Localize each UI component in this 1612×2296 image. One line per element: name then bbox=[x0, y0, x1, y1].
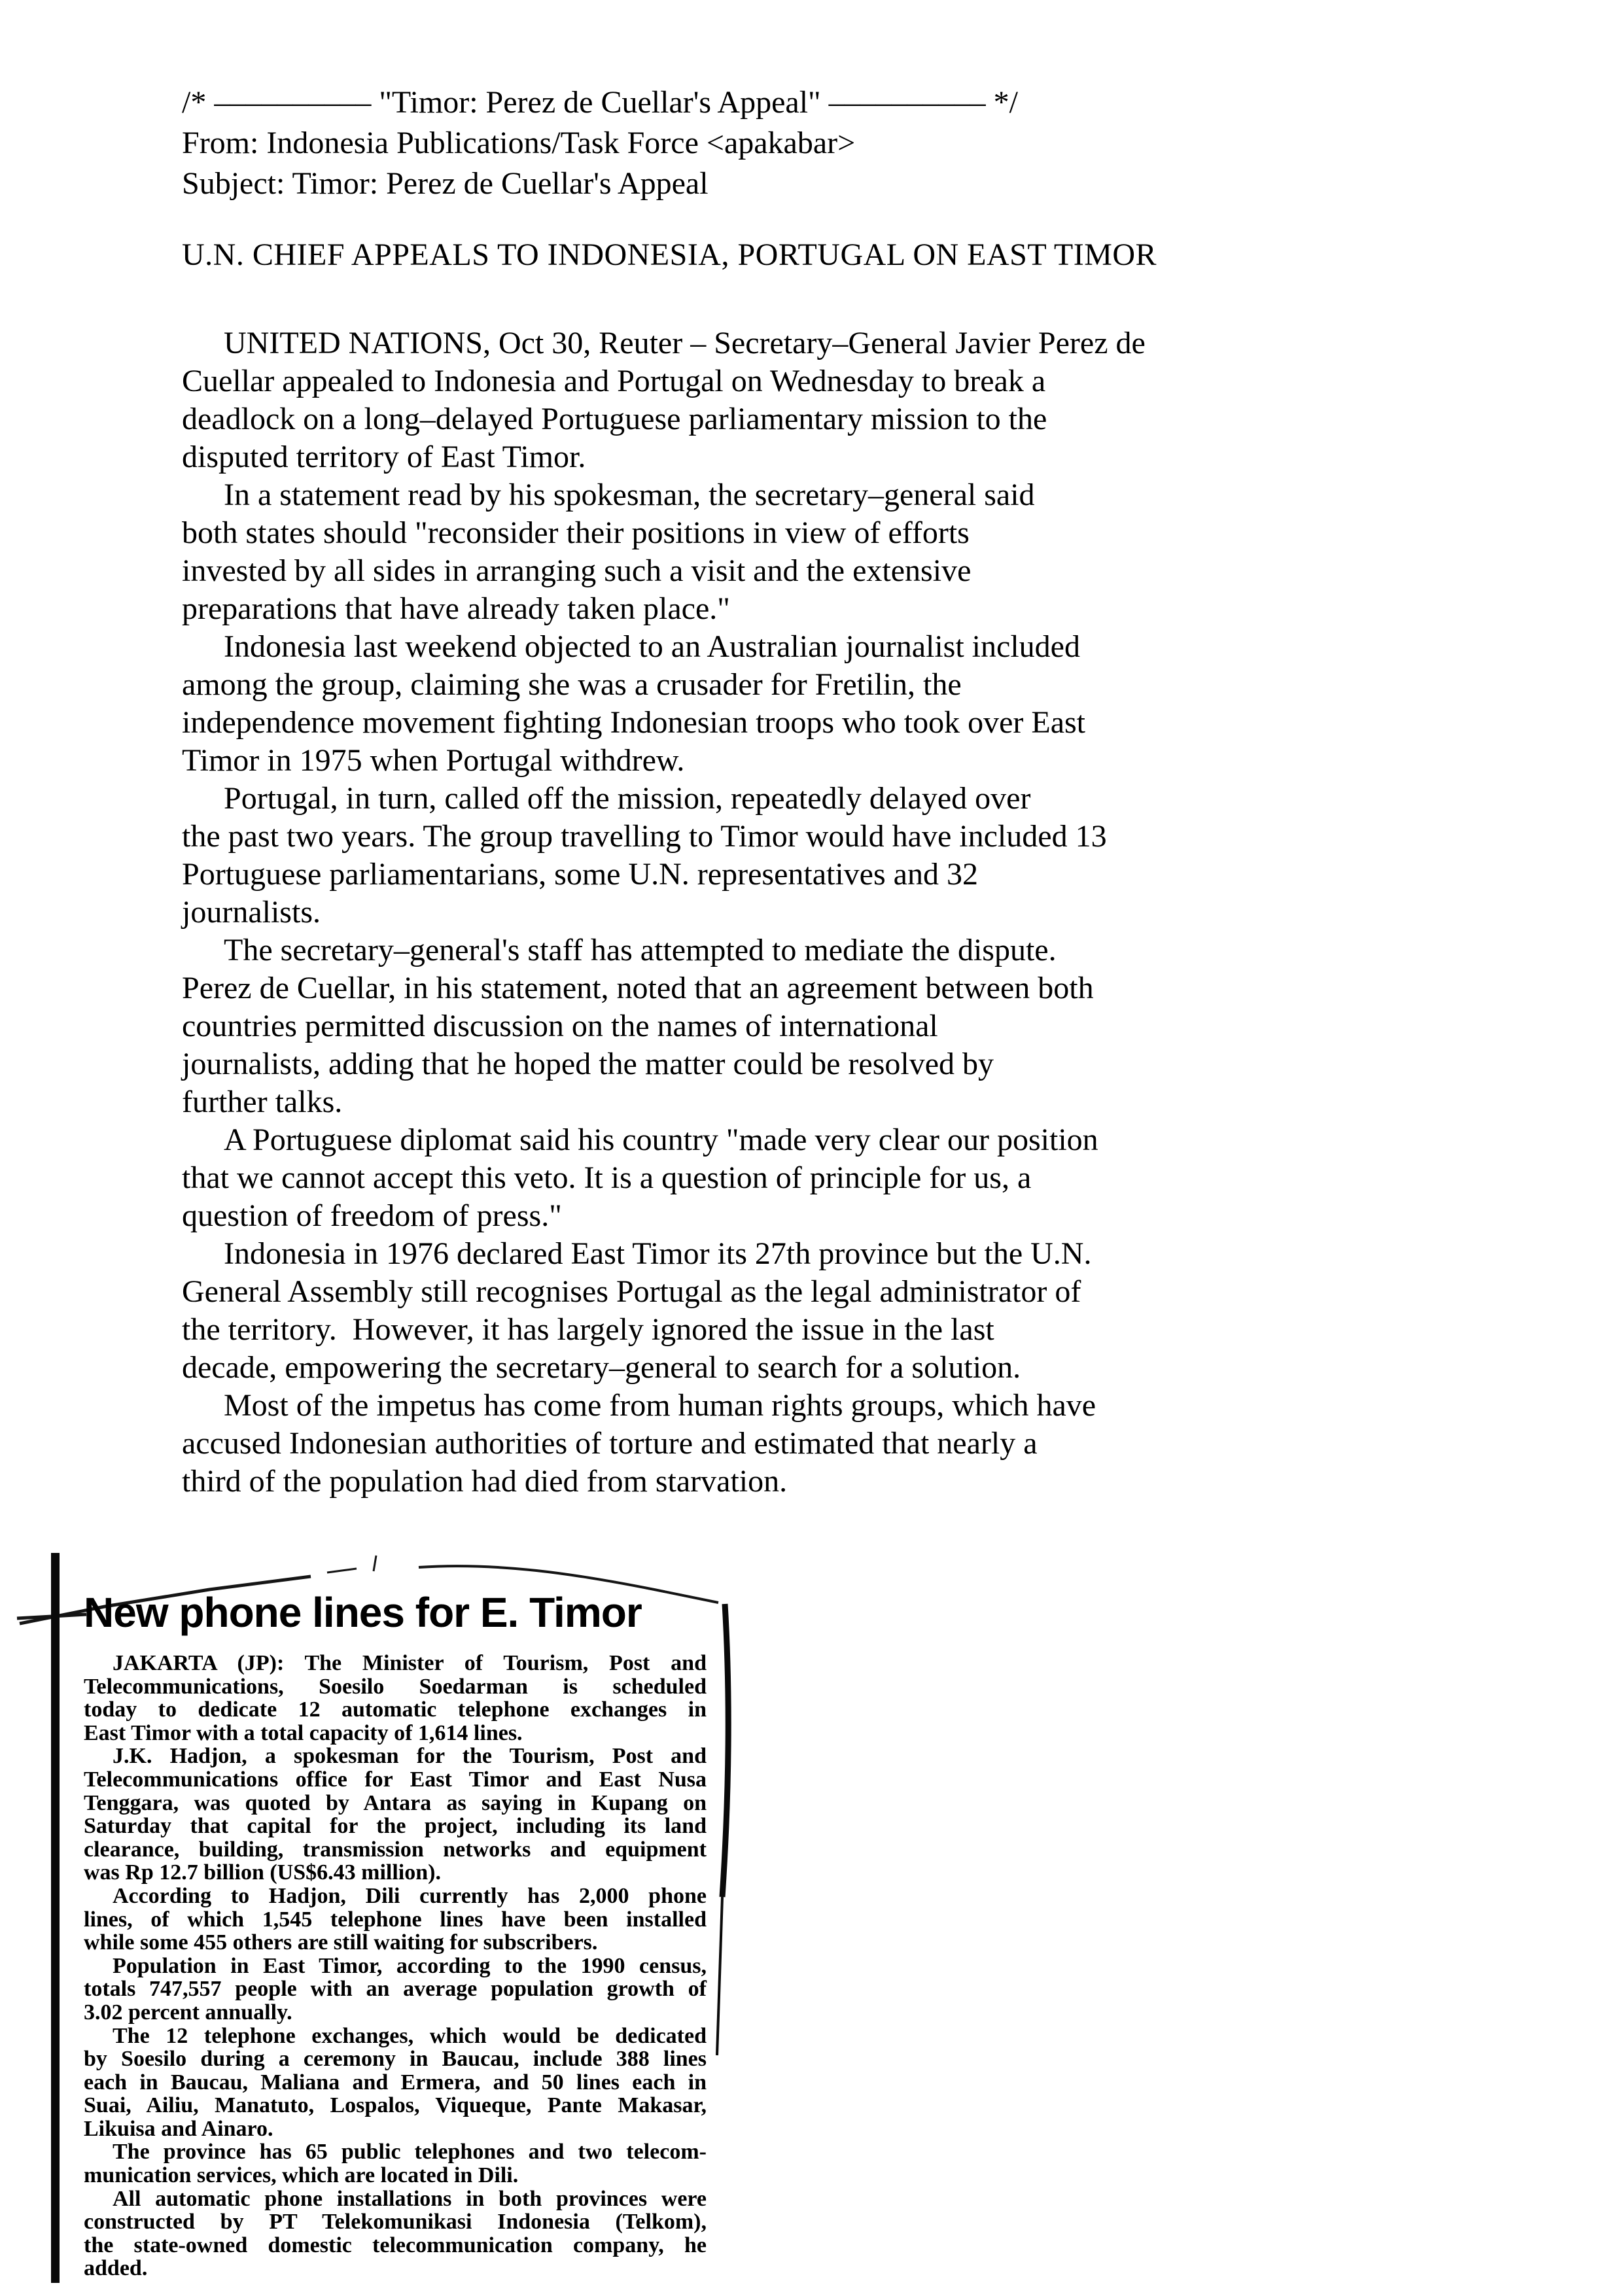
from-line: From: Indonesia Publications/Task Force <apakabar> bbox=[182, 126, 856, 160]
clipping-line: was Rp 12.7 billion (US$6.43 million). bbox=[84, 1860, 441, 1885]
article-line: Indonesia in 1976 declared East Timor its 27th province but the U.N. bbox=[224, 1236, 1092, 1271]
article-line: journalists. bbox=[182, 895, 321, 930]
clipping-line: Suai, Ailiu, Manatuto, Lospalos, Viqueque, Pante Makasar, bbox=[84, 2093, 707, 2118]
article-line: Most of the impetus has come from human rights groups, which have bbox=[224, 1388, 1096, 1423]
email-header bbox=[182, 82, 1018, 204]
article-line: the territory. However, it has largely ignored the issue in the last bbox=[182, 1312, 994, 1347]
article-line: The secretary–general's staff has attempted to mediate the dispute. bbox=[224, 933, 1057, 967]
clipping-line: constructed by PT Telekomunikasi Indonesia (Telkom), bbox=[84, 2210, 707, 2235]
clipping-body bbox=[84, 1652, 707, 2280]
article-line: that we cannot accept this veto. It is a question of principle for us, a bbox=[182, 1160, 1032, 1195]
article-line: disputed territory of East Timor. bbox=[182, 440, 586, 474]
clipping-line: According to Hadjon, Dili currently has 2,000 phone bbox=[113, 1883, 707, 1908]
clipping-line: munication services, which are located in Dili. bbox=[84, 2163, 519, 2188]
clipping-line: clearance, building, transmission networks and equipment bbox=[84, 1837, 707, 1862]
clipping-headline: New phone lines for E. Timor bbox=[84, 1589, 642, 1636]
comment-line: /* –––––––––– "Timor: Perez de Cuellar's Appeal" –––––––––– */ bbox=[182, 85, 1018, 120]
article-line: In a statement read by his spokesman, the secretary–general said bbox=[224, 478, 1035, 512]
clipping-line: All automatic phone installations in both provinces were bbox=[113, 2186, 707, 2211]
article-line: third of the population had died from starvation. bbox=[182, 1464, 788, 1499]
clipping-left-rule bbox=[51, 1553, 60, 2283]
clipping-line: by Soesilo during a ceremony in Baucau, include 388 lines bbox=[84, 2047, 707, 2072]
article-line: accused Indonesian authorities of torture and estimated that nearly a bbox=[182, 1426, 1038, 1461]
article-line: decade, empowering the secretary–general to search for a solution. bbox=[182, 1350, 1021, 1385]
article-line: countries permitted discussion on the names of international bbox=[182, 1009, 938, 1043]
clipping-line: Likuisa and Ainaro. bbox=[84, 2116, 273, 2141]
article-line: Timor in 1975 when Portugal withdrew. bbox=[182, 743, 685, 778]
article-line: invested by all sides in arranging such a visit and the extensive bbox=[182, 553, 972, 588]
clipping-line: The 12 telephone exchanges, which would be dedicated bbox=[113, 2023, 707, 2048]
clipping-line: today to dedicate 12 automatic telephone exchanges in bbox=[84, 1697, 707, 1722]
article-headline: U.N. CHIEF APPEALS TO INDONESIA, PORTUGAL ON EAST TIMOR bbox=[182, 237, 1157, 272]
article-body bbox=[182, 324, 1307, 1501]
article-line: the past two years. The group travelling to Timor would have included 13 bbox=[182, 819, 1107, 854]
clipping-line: added. bbox=[84, 2256, 148, 2281]
clipping-line: lines, of which 1,545 telephone lines have been installed bbox=[84, 1907, 707, 1932]
clipping-line: 3.02 percent annually. bbox=[84, 2000, 292, 2025]
clipping-line: J.K. Hadjon, a spokesman for the Tourism, Post and bbox=[113, 1744, 707, 1769]
article-line: Cuellar appealed to Indonesia and Portugal on Wednesday to break a bbox=[182, 364, 1046, 398]
clipping-line: JAKARTA (JP): The Minister of Tourism, Post and bbox=[113, 1651, 707, 1675]
article-line: preparations that have already taken place." bbox=[182, 591, 730, 626]
clipping-line: while some 455 others are still waiting for subscribers. bbox=[84, 1930, 598, 1955]
article-line: Portuguese parliamentarians, some U.N. representatives and 32 bbox=[182, 857, 978, 892]
article-line: question of freedom of press." bbox=[182, 1198, 562, 1233]
article-line: Portugal, in turn, called off the mission, repeatedly delayed over bbox=[224, 781, 1031, 816]
clipping-line: totals 747,557 people with an average population growth of bbox=[84, 1977, 707, 2002]
newspaper-clipping bbox=[0, 1544, 759, 2296]
clipping-line: the state-owned domestic telecommunication company, he bbox=[84, 2233, 707, 2257]
article-line: independence movement fighting Indonesian troops who took over East bbox=[182, 705, 1086, 740]
clipping-line: each in Baucau, Maliana and Ermera, and 50 lines each in bbox=[84, 2070, 707, 2095]
article-line: further talks. bbox=[182, 1085, 343, 1119]
article-line: UNITED NATIONS, Oct 30, Reuter – Secretary–General Javier Perez de bbox=[224, 326, 1146, 360]
article-line: General Assembly still recognises Portugal as the legal administrator of bbox=[182, 1274, 1081, 1309]
subject-line: Subject: Timor: Perez de Cuellar's Appeal bbox=[182, 166, 709, 201]
article-line: journalists, adding that he hoped the matter could be resolved by bbox=[182, 1047, 994, 1081]
article-line: Perez de Cuellar, in his statement, noted that an agreement between both bbox=[182, 971, 1094, 1005]
clipping-line: Telecommunications, Soesilo Soedarman is scheduled bbox=[84, 1674, 707, 1699]
clipping-line: Tenggara, was quoted by Antara as saying in Kupang on bbox=[84, 1790, 707, 1815]
article-line: deadlock on a long–delayed Portuguese parliamentary mission to the bbox=[182, 402, 1047, 436]
clipping-line: Saturday that capital for the project, including its land bbox=[84, 1814, 707, 1839]
clipping-line: The province has 65 public telephones and two telecom- bbox=[113, 2140, 707, 2165]
clipping-line: East Timor with a total capacity of 1,614 lines. bbox=[84, 1720, 523, 1745]
article-line: A Portuguese diplomat said his country "made very clear our position bbox=[224, 1122, 1098, 1157]
article-line: both states should "reconsider their positions in view of efforts bbox=[182, 515, 970, 550]
article-line: among the group, claiming she was a crusader for Fretilin, the bbox=[182, 667, 962, 702]
clipping-line: Telecommunications office for East Timor and East Nusa bbox=[84, 1767, 707, 1792]
clipping-line: Population in East Timor, according to the 1990 census, bbox=[113, 1953, 707, 1978]
article-line: Indonesia last weekend objected to an Australian journalist included bbox=[224, 629, 1080, 664]
